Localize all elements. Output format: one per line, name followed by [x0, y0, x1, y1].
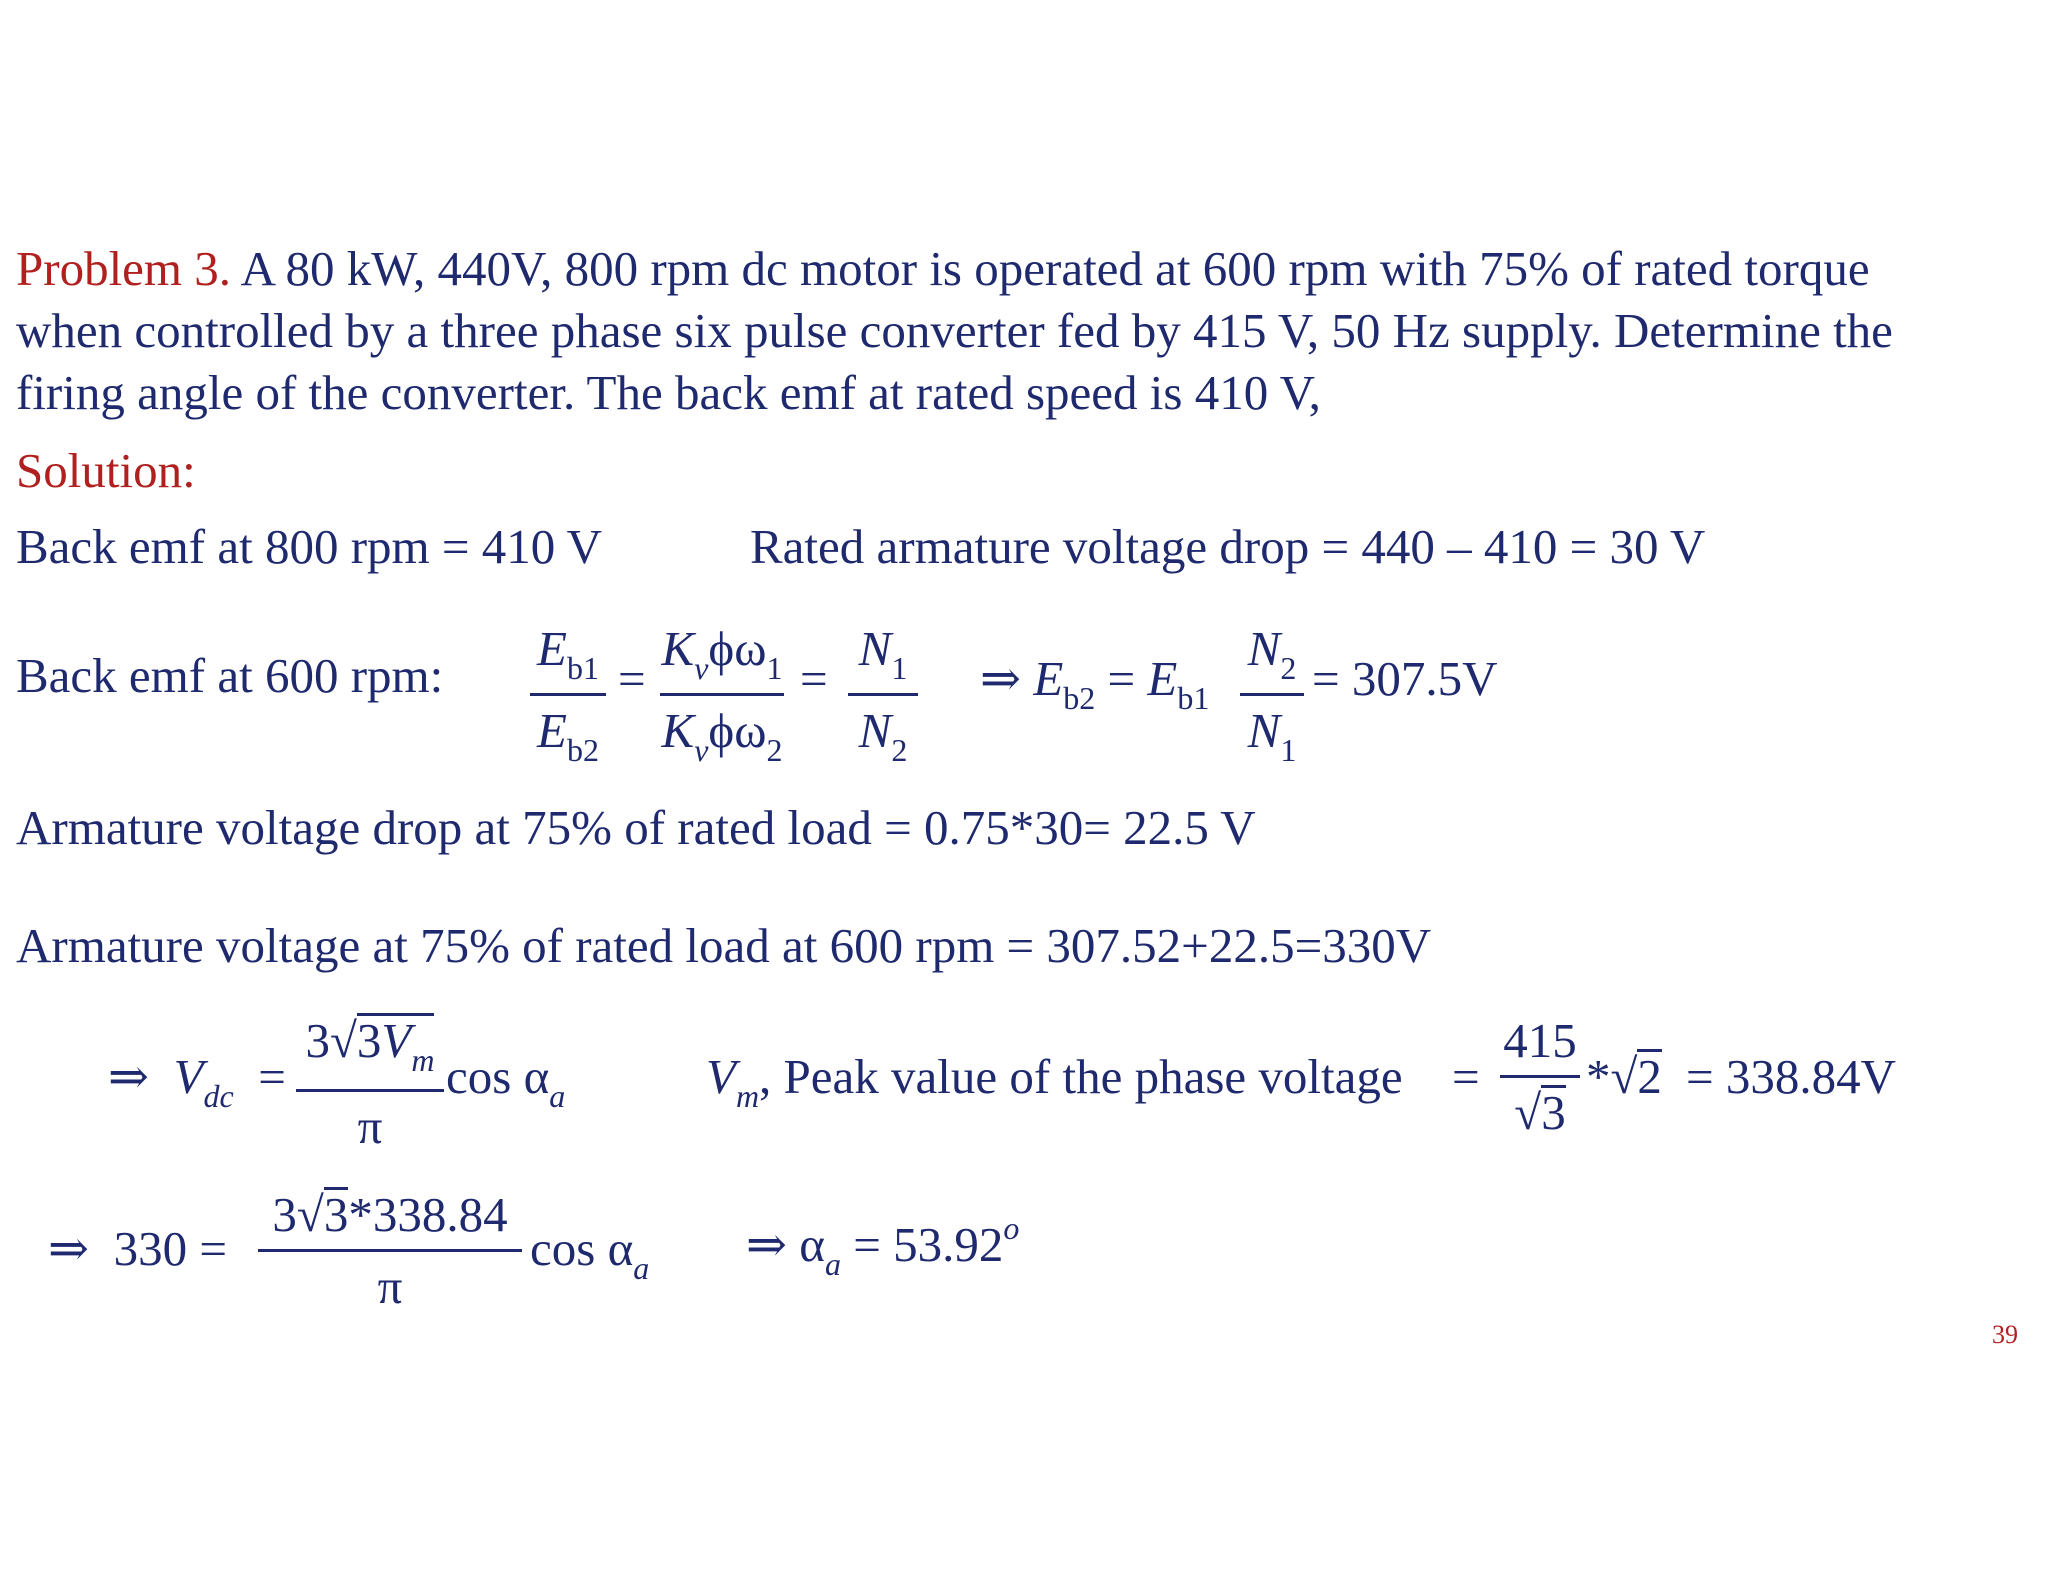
implies-eb2: ⇒ $E_{b2} = E_{b1}$ [980, 651, 1210, 716]
vm-definition: $V_m$, Peak value of the phase voltage [706, 1049, 1403, 1114]
alpha-value: = 53.92 [853, 1217, 1004, 1272]
vm-multiplier: *√2 [1586, 1049, 1662, 1104]
implies-330: ⇒ 330 = [48, 1221, 227, 1276]
lhs-330: 330 [113, 1221, 188, 1276]
equals-sign-1: = [618, 651, 646, 706]
k-phi-omega-fraction [660, 620, 784, 769]
vm-denominator: √3 [1514, 1085, 1566, 1140]
n2-numerator: $N_2$ [1247, 621, 1297, 686]
eb2-denominator: $E_{b2}$ [537, 703, 599, 768]
n2-denominator: $N_2$ [858, 703, 908, 768]
implies-vdc: ⇒ $V_{dc}$ = [108, 1049, 286, 1114]
alpha-numerator: 3√3*338.84 [272, 1187, 508, 1242]
cos-alpha-2: $\cos \alpha_a$ [530, 1221, 650, 1286]
vm-fraction [1500, 1012, 1580, 1141]
cos-alpha-1: $\cos \alpha_a$ [446, 1049, 566, 1114]
page-number: 39 [1992, 1320, 2018, 1349]
problem-text-1: A 80 kW, 440V, 800 rpm dc motor is operated at 600 rpm with 75% of rated torque [231, 241, 1870, 296]
equals-sign-2: = [800, 651, 828, 706]
k-phi-omega1: $K_v\phi\omega_1$ [661, 621, 783, 686]
n1-denominator: $N_1$ [1247, 703, 1297, 768]
n2-over-n1-fraction [1240, 620, 1304, 769]
problem-line-1 [16, 238, 1870, 300]
vdc-fraction [296, 1012, 444, 1155]
back-emf-800-text: Back emf at 800 rpm = 410 V [16, 519, 603, 574]
problem-line-3: firing angle of the converter. The back emf at rated speed is 410 V, [16, 365, 1321, 420]
back-emf-600-label: Back emf at 600 rpm: [16, 648, 444, 703]
alpha-result: ⇒ $\alpha_a = 53.92^o$ [746, 1210, 1020, 1282]
problem-line-2: when controlled by a three phase six pulse converter fed by 415 V, 50 Hz supply. Determine the [16, 303, 1893, 358]
n1-numerator: $N_1$ [858, 621, 908, 686]
vm-numerator: 415 [1503, 1013, 1577, 1068]
solution-label: Solution: [16, 443, 196, 498]
vdc-denominator-pi: π [357, 1099, 383, 1154]
eb2-result: = 307.5V [1312, 651, 1498, 706]
num-value: 338.84 [372, 1187, 508, 1242]
vdc-numerator: $3√3V_m$ [296, 1012, 444, 1083]
eb-ratio-fraction [530, 620, 606, 769]
n-ratio-fraction [848, 620, 918, 769]
alpha-denominator-pi: π [377, 1259, 403, 1314]
eb1-numerator: $E_{b1}$ [537, 621, 599, 686]
vm-result: = 338.84V [1686, 1049, 1897, 1104]
armature-drop-75-text: Armature voltage drop at 75% of rated load = 0.75*30= 22.5 V [16, 800, 1256, 855]
equals-sign-vm: = [1452, 1049, 1480, 1104]
vm-label: , Peak value of the phase voltage [759, 1049, 1403, 1104]
armature-voltage-75-text: Armature voltage at 75% of rated load at 600 rpm = 307.52+22.5=330V [16, 918, 1432, 973]
k-phi-omega2: $K_v\phi\omega_2$ [661, 703, 783, 768]
problem-label: Problem 3. [16, 241, 232, 296]
rated-drop-text: Rated armature voltage drop = 440 – 410 = 30 V [750, 519, 1706, 574]
alpha-fraction [258, 1186, 522, 1315]
